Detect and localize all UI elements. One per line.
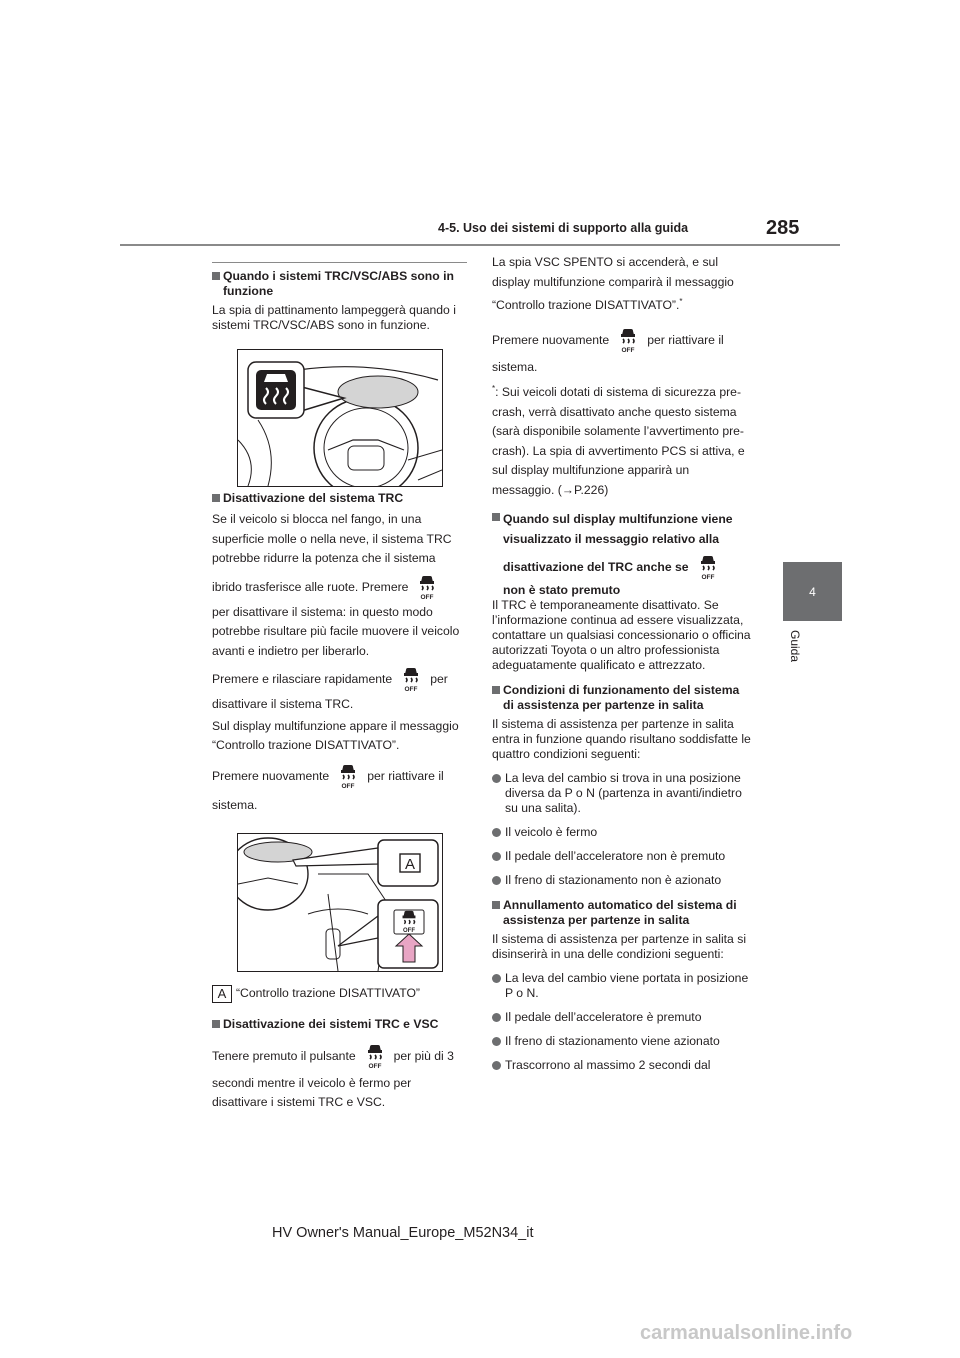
r-p2: “Controllo trazione DISATTIVATO”. <box>492 298 680 313</box>
chapter-number: 4 <box>809 584 816 599</box>
fig2-caption: “Controllo trazione DISATTIVATO” <box>236 986 420 1000</box>
s2-p7a: Premere nuovamente <box>212 768 330 783</box>
r-h1b: disattivazione del TRC anche se <box>503 560 689 575</box>
r-h2-text: Il sistema di assistenza per partenze in salita entra in funzione quando risultano soddisfatte le quattro condizioni seguenti: <box>492 717 751 762</box>
list-item: Il freno di stazionamento non è azionato <box>492 873 752 888</box>
chapter-tab[interactable] <box>783 562 842 621</box>
chapter-label <box>786 628 806 673</box>
r-h1c: non è stato premuto <box>503 583 621 598</box>
s3-p2: secondi mentre il veicolo è fermo per disattivare i sistemi TRC e VSC. <box>212 1075 412 1110</box>
s1-heading: Quando i sistemi TRC/VSC/ABS sono in funzione <box>212 269 470 299</box>
s2-p2a: ibrido trasferisce alle ruote. Premere <box>212 579 409 594</box>
s2-p6: Sul display multifunzione appare il messaggio “Controllo trazione DISATTIVATO”. <box>212 718 459 752</box>
r-p3b: per riattivare il <box>647 332 724 347</box>
list-item: La leva del cambio si trova in una posizione diversa da P o N (partenza in avanti/indietro su una salita). <box>492 771 752 816</box>
chapter-label-text: Guida <box>788 630 802 663</box>
s2-p4b: per <box>430 672 448 687</box>
s1-text: La spia di pattinamento lampeggerà quando i sistemi TRC/VSC/ABS sono in funzione. <box>212 303 456 332</box>
r-p3a: Premere nuovamente <box>492 332 610 347</box>
s2-p7b: per riattivare il <box>367 768 444 783</box>
r-p1: La spia VSC SPENTO si accenderà, e sul display multifunzione comparirà il messaggio <box>492 255 734 289</box>
page-number: 285 <box>766 217 800 239</box>
s2-p5: disattivare il sistema TRC. <box>212 697 354 711</box>
list-item: Trascorrono al massimo 2 secondi dal <box>492 1058 752 1073</box>
list-item: Il veicolo è fermo <box>492 825 752 840</box>
list-item: Il pedale dell’acceleratore è premuto <box>492 1010 752 1025</box>
vsc-off-icon <box>364 1044 386 1070</box>
right-column <box>492 253 752 1073</box>
s2-p4a: Premere e rilasciare rapidamente <box>212 672 393 687</box>
section-title: 4-5. Uso dei sistemi di supporto alla guida <box>438 221 689 235</box>
svg-text:A: A <box>404 856 416 873</box>
s2-p8: sistema. <box>212 797 258 812</box>
r-h2: Condizioni di funzionamento del sistema di assistenza per partenze in salita <box>492 683 752 713</box>
vsc-off-icon <box>697 555 719 581</box>
vsc-off-icon <box>400 667 422 693</box>
watermark: carmanualsonline.info <box>640 1322 853 1344</box>
callout-letter: A <box>212 985 232 1003</box>
s2-p3: per disattivare il sistema: in questo modo potrebbe risultare più facile muovere il veicolo avanti e indietro per liberarlo. <box>212 604 460 658</box>
left-column <box>212 262 470 333</box>
callout-label-a <box>399 853 419 871</box>
r-note: : Sui veicoli dotati di sistema di sicurezza pre-crash, verrà disattivato anche questo sistema (sarà disponibile solamente l’avvertimento pre-crash). La spia di avvertimento PCS si attiva, e sul display multifunzione apparirà un messaggio. (→P.226) <box>492 385 745 497</box>
r-p4: sistema. <box>492 359 538 374</box>
vsc-off-icon <box>617 328 639 354</box>
r-h1a: Quando sul display multifunzione viene visualizzato il messaggio relativo alla <box>492 510 752 549</box>
note-mark: * <box>492 384 496 394</box>
r-p2-sup: * <box>679 297 683 306</box>
s2-heading: Disattivazione del sistema TRC <box>212 491 470 506</box>
left-col-s2 <box>212 491 470 815</box>
s3-p1a: Tenere premuto il pulsante <box>212 1049 356 1063</box>
s3-p1b: per più di 3 <box>393 1049 454 1063</box>
list-item: La leva del cambio viene portata in posizione P o N. <box>492 971 752 1001</box>
r-h3: Annullamento automatico del sistema di assistenza per partenze in salita <box>492 898 752 928</box>
r-h3-text: Il sistema di assistenza per partenze in salita si disinserirà in una delle condizioni seguenti: <box>492 932 747 962</box>
vsc-off-icon <box>416 575 438 601</box>
list-item: Il pedale dell’acceleratore non è premuto <box>492 849 752 864</box>
list-item: Il freno di stazionamento viene azionato <box>492 1034 752 1049</box>
s3-heading: Disattivazione dei sistemi TRC e VSC <box>212 1017 470 1032</box>
footer-manual-name: HV Owner's Manual_Europe_M52N34_it <box>272 1225 534 1241</box>
r-h1-text: Il TRC è temporaneamente disattivato. Se l’informazione continua ad essere visualizzata, contattare un qualsiasi concessionario o officina autorizzati Toyota o un altro professionista adeguatamente qualificato e attrezzato. <box>492 598 751 673</box>
header-rule <box>120 244 840 246</box>
vsc-off-icon <box>337 764 359 790</box>
left-col-s3 <box>212 984 470 1113</box>
slip-indicator-icon <box>255 361 295 401</box>
s2-p1: Se il veicolo si blocca nel fango, in una superficie molle o nella neve, il sistema TRC potrebbe ridurre la potenza che il sistema <box>212 512 452 565</box>
